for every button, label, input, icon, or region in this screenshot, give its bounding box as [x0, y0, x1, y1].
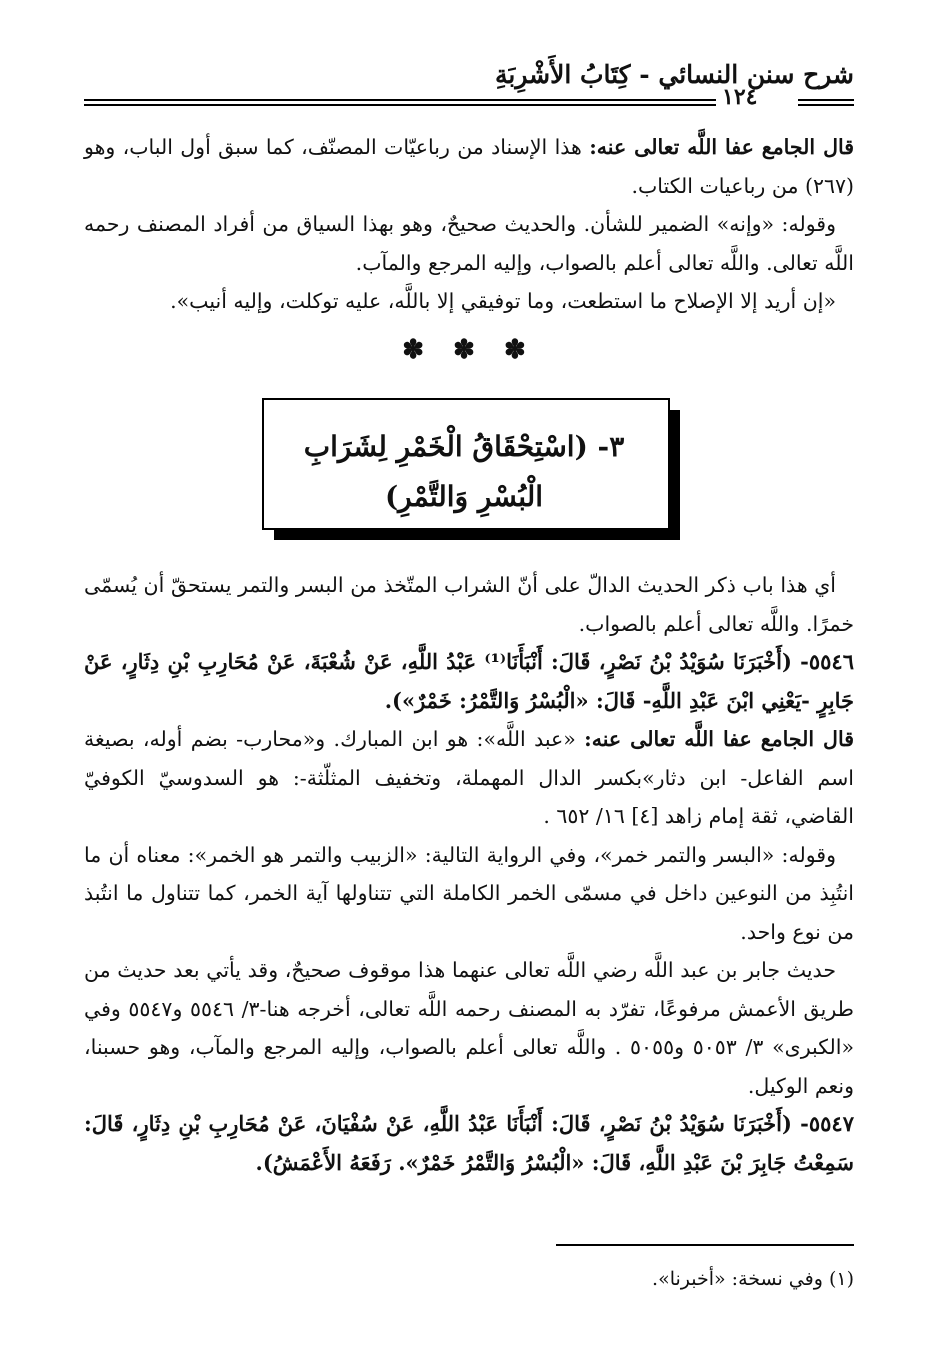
chapter-intro: أي هذا باب ذكر الحديث الدالّ على أنّ الشراب المتّخذ من البسر والتمر يستحقّ أن يُسمّى خمرًا. واللَّه تعالى أعلم بالصواب.	[84, 573, 854, 636]
header-rule	[798, 104, 854, 106]
paragraph-text: «عبد اللَّه»: هو ابن المبارك. و«محارب- بضم أوله، بصيغة اسم الفاعل- ابن دثار»بكسر الدال المهملة، وتخفيف المثلّثة-: هو السدوسيّ الكوفيّ القاضي، ثقة إمام زاهد [٤] ١٦/ ٦٥٢ .	[84, 727, 854, 828]
header-rule	[84, 99, 716, 101]
page-number: ١٢٤	[722, 84, 758, 110]
section-separator: ✽ ✽ ✽	[402, 335, 536, 365]
header-rule	[84, 104, 716, 106]
hadith-5547: ٥٥٤٧- (أَخْبَرَنَا سُوَيْدُ بْنُ نَصْرٍ، قَالَ: أَنْبَأَنَا عَبْدُ اللَّهِ، عَنْ سُفْيَانَ، عَنْ مُحَارِبِ بْنِ دِثَارٍ، قَالَ: سَمِعْتُ جَابِرَ بْنَ عَبْدِ اللَّهِ، قَالَ: «الْبُسْرُ وَالتَّمْرُ خَمْرٌ». رَفَعَهُ الأَعْمَشُ).	[84, 1111, 854, 1175]
commentary-block-2	[84, 566, 854, 1182]
paragraph-text: هذا الإسناد من رباعيّات المصنّف، كما سبق أول الباب، وهو (٢٦٧) من رباعيات الكتاب.	[84, 135, 854, 198]
paragraph-lead: قال الجامع عفا اللَّه تعالى عنه:	[589, 135, 855, 159]
commentary-paragraph	[84, 720, 854, 836]
running-title: شرح سنن النسائي - كِتَابُ الأَشْرِبَةِ	[494, 60, 854, 89]
paragraph-lead: قال الجامع عفا اللَّه تعالى عنه:	[584, 727, 854, 751]
commentary-paragraph: وقوله: «البسر والتمر خمر»، وفي الرواية التالية: «الزبيب والتمر هو الخمر»: معناه أن ما انتُبِذ من النوعين داخل في مسمّى الخمر الكاملة التي تتناولها آية الخمر، كما تتناول ما انتُبذ من نوع واحد.	[84, 842, 854, 944]
footnote: (١) وفي نسخة: «أخبرنا».	[652, 1268, 854, 1290]
header-rule	[798, 99, 854, 101]
commentary-block-1	[84, 128, 854, 321]
footnote-rule	[556, 1244, 854, 1246]
closing-invocation: «إن أريد إلا الإصلاح ما استطعت، وما توفيقي إلا باللَّه، عليه توكلت، وإليه أنيب».	[170, 289, 836, 313]
running-header	[0, 46, 938, 116]
chapter-title: ٣- (اسْتِحْقَاقُ الْخَمْرِ لِشَرَابِ الْبُسْرِ وَالتَّمْرِ)	[303, 430, 625, 513]
commentary-paragraph	[84, 128, 854, 205]
commentary-paragraph: حديث جابر بن عبد اللَّه رضي اللَّه تعالى عنهما هذا موقوف صحيحٌ، وقد يأتي بعد حديث من طريق الأعمش مرفوعًا، تفرّد به المصنف رحمه اللَّه تعالى، أخرجه هنا-٣/ ٥٥٤٦ و٥٥٤٧ وفي «الكبرى» ٣/ ٥٠٥٣ و٥٠٥٥ . واللَّه تعالى أعلم بالصواب، وإليه المرجع والمآب، وهو حسبنا، ونعم الوكيل.	[84, 958, 855, 1098]
hadith-5546: ٥٥٤٦- (أَخْبَرَنَا سُوَيْدُ بْنُ نَصْرٍ، قَالَ: أَنْبَأَنَا⁽¹⁾ عَبْدُ اللَّهِ، عَنْ شُعْبَةَ، عَنْ مُحَارِبِ بْنِ دِثَارٍ، عَنْ جَابِرٍ -يَعْنِي ابْنَ عَبْدِ اللَّهِ- قَالَ: «الْبُسْرُ وَالتَّمْرُ: خَمْرٌ»).	[84, 649, 854, 713]
commentary-paragraph: وقوله: «وإنه» الضمير للشأن. والحديث صحيحٌ، وهو بهذا السياق من أفراد المصنف رحمه اللَّه تعالى. واللَّه تعالى أعلم بالصواب، وإليه المرجع والمآب.	[84, 212, 854, 275]
chapter-heading-box	[262, 398, 680, 540]
box-frame	[262, 398, 670, 530]
